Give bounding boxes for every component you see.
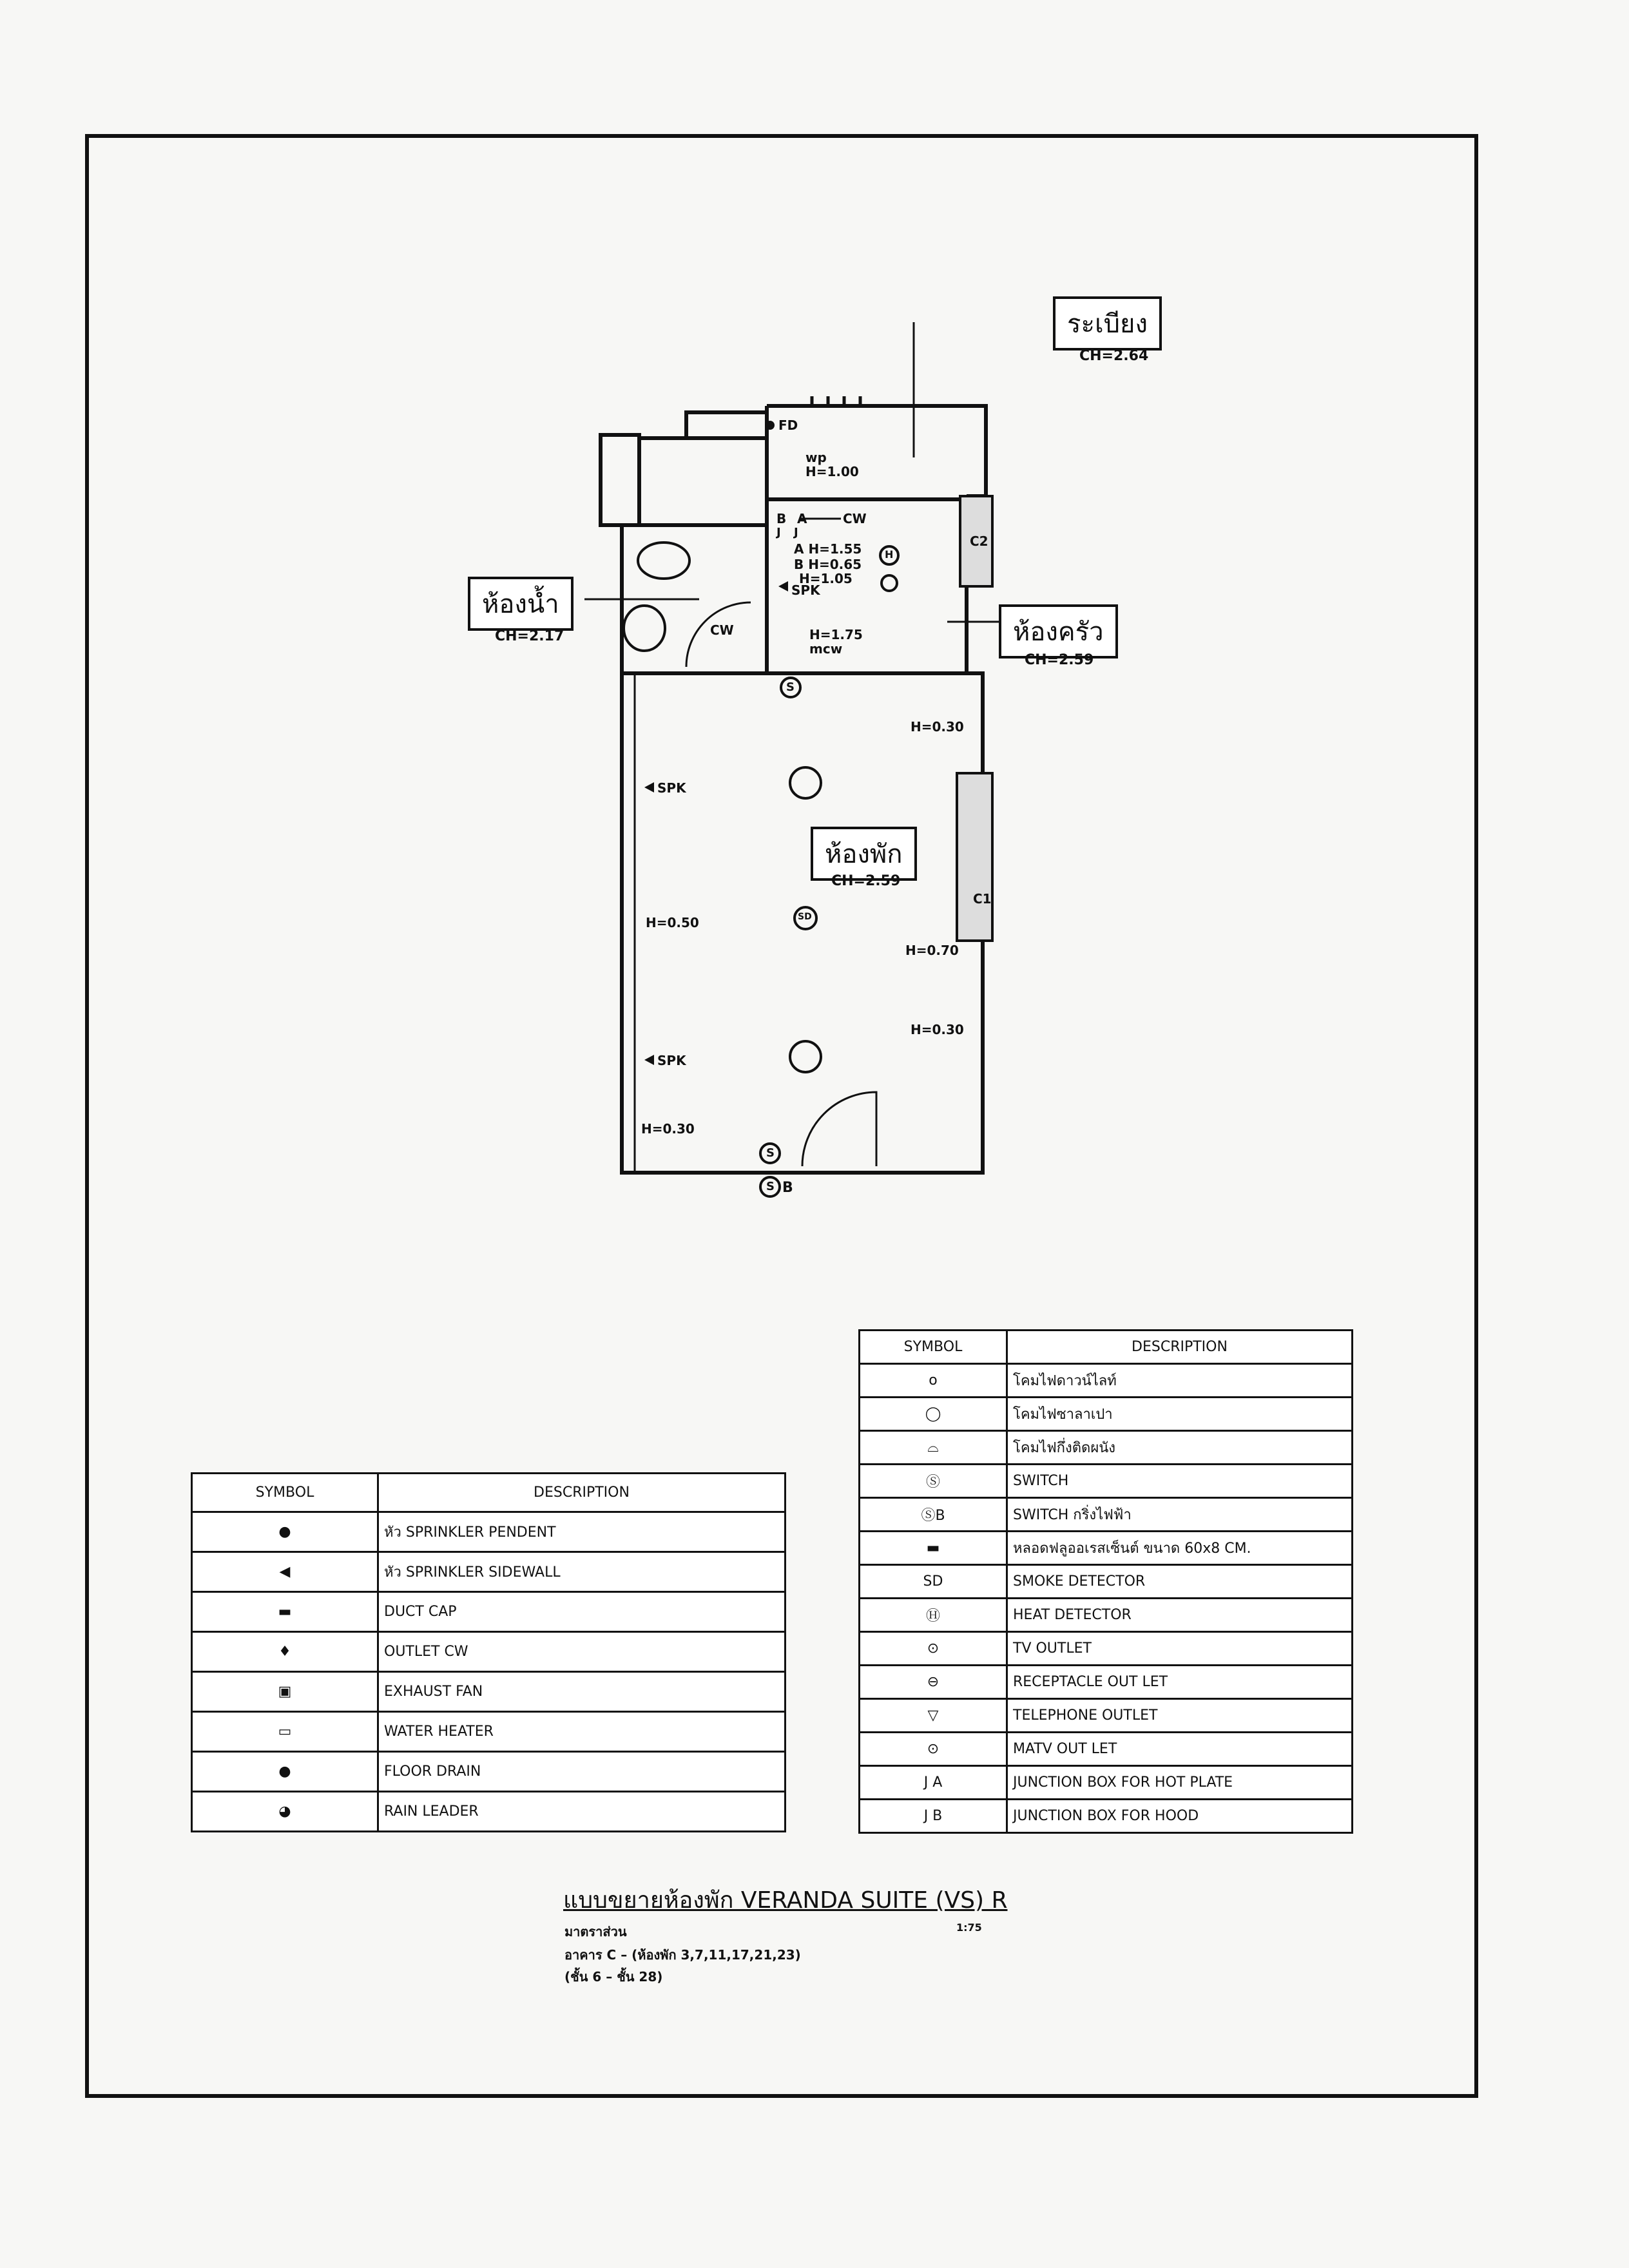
legend-right-row: RECEPTACLE OUT LET — [1007, 1666, 1353, 1699]
junction-a-label: A — [797, 511, 807, 526]
drawing-title: แบบขยายห้องพัก VERANDA SUITE (VS) R — [563, 1887, 1008, 1914]
switch-icon: Ⓢ — [860, 1465, 1007, 1498]
heat-detector-icon: Ⓗ — [860, 1599, 1007, 1632]
legend-right-row: โคมไฟซาลาเปา — [1007, 1398, 1353, 1431]
outlet-cw-icon: ♦ — [192, 1632, 378, 1672]
cw-label-2: CW — [710, 622, 734, 638]
smoke-detector-label: SD — [798, 912, 812, 922]
switch-label-entry: S — [766, 1146, 775, 1160]
switch-bell-b-label: B — [782, 1180, 793, 1196]
floor-drain-icon: ● — [192, 1752, 378, 1792]
sprinkler-sidewall-icon-3 — [778, 581, 788, 591]
column-c1 — [957, 773, 992, 941]
junction-box-a-icon: J A — [860, 1766, 1007, 1800]
legend-left-row: RAIN LEADER — [378, 1792, 786, 1832]
legend-left-row: หัว SPRINKLER PENDENT — [378, 1512, 786, 1552]
legend-left-description-header: DESCRIPTION — [378, 1474, 786, 1512]
outlet-height-label-1: H=0.30 — [911, 719, 964, 735]
legend-right-symbol-header: SYMBOL — [860, 1331, 1007, 1364]
sprinkler-sidewall-icon-1 — [644, 782, 654, 793]
legend-left-row: FLOOR DRAIN — [378, 1752, 786, 1792]
floor-range-caption: (ชั้น 6 – ชั้น 28) — [564, 1969, 663, 1984]
entry-door-arc — [802, 1092, 876, 1166]
receptacle-icon: ⊖ — [860, 1666, 1007, 1699]
legend-right-description-header: DESCRIPTION — [1007, 1331, 1353, 1364]
legend-table-right — [858, 1329, 1353, 1834]
height-105-label: H=1.05 — [799, 571, 853, 586]
rain-leader-icon: ◕ — [192, 1792, 378, 1832]
shaft-wall — [601, 435, 639, 525]
sprinkler-kitchen-label: SPK — [791, 582, 820, 598]
ceiling-lamp-icon-1 — [790, 767, 821, 798]
balcony-wall — [767, 406, 986, 496]
toilet-icon — [638, 543, 689, 579]
legend-right-row: SMOKE DETECTOR — [1007, 1565, 1353, 1599]
outlet-height-label-2: H=0.70 — [905, 943, 959, 958]
downlight-icon: o — [860, 1364, 1007, 1398]
building-caption: อาคาร C – (ห้องพัก 3,7,11,17,21,23) — [564, 1947, 801, 1963]
legend-left-row: OUTLET CW — [378, 1632, 786, 1672]
cw-label-1: CW — [843, 511, 867, 526]
telephone-outlet-icon: ▽ — [860, 1699, 1007, 1733]
legend-left-row: หัว SPRINKLER SIDEWALL — [378, 1552, 786, 1592]
ceiling-lamp-icon: ◯ — [860, 1398, 1007, 1431]
scale-caption: มาตราส่วน — [564, 1924, 627, 1939]
heat-detector-label: H — [885, 548, 894, 561]
sprinkler-label-2: SPK — [657, 1053, 686, 1068]
floor-drain-icon — [766, 421, 775, 430]
legend-right-row: โคมไฟกึ่งติดผนัง — [1007, 1431, 1353, 1465]
legend-left-row: EXHAUST FAN — [378, 1672, 786, 1712]
sprinkler-sidewall-icon: ◀ — [192, 1552, 378, 1592]
room-tag-bathroom: ห้องน้ำ — [468, 577, 574, 631]
outlet-height-label-5: H=0.30 — [641, 1121, 695, 1137]
floor-drain-label: FD — [778, 418, 798, 433]
legend-left-row: DUCT CAP — [378, 1592, 786, 1632]
shower-area-wall — [639, 438, 767, 525]
matv-outlet-icon: ⊙ — [860, 1733, 1007, 1766]
switch-bell-label: S — [766, 1180, 775, 1193]
wall-lamp-icon: ⌓ — [860, 1431, 1007, 1465]
ceiling-height-bathroom: CH=2.17 — [495, 628, 564, 644]
water-heater-icon: ▭ — [192, 1712, 378, 1752]
height-a-label: A H=1.55 — [794, 541, 862, 557]
legend-left-row: WATER HEATER — [378, 1712, 786, 1752]
height-b-label: B H=0.65 — [794, 557, 862, 572]
basin-icon — [624, 606, 665, 651]
sprinkler-pendent-icon: ● — [192, 1512, 378, 1552]
ceiling-height-balcony: CH=2.64 — [1079, 348, 1149, 364]
legend-right-row: HEAT DETECTOR — [1007, 1599, 1353, 1632]
mcw-label: mcw — [809, 641, 843, 657]
legend-right-row: SWITCH กริ่งไฟฟ้า — [1007, 1498, 1353, 1532]
room-tag-kitchen: ห้องครัว — [999, 604, 1118, 658]
sprinkler-label-1: SPK — [657, 780, 686, 796]
ceiling-height-kitchen: CH=2.59 — [1025, 652, 1094, 668]
junction-box-b-icon: J B — [860, 1800, 1007, 1833]
outlet-height-label-4: H=0.50 — [646, 915, 699, 930]
ceiling-height-bedroom: CH=2.59 — [831, 873, 901, 889]
fluorescent-icon: ▬ — [860, 1532, 1007, 1565]
legend-right-row: SWITCH — [1007, 1465, 1353, 1498]
legend-right-row: หลอดฟลูออเรสเซ็นต์ ขนาด 60x8 CM. — [1007, 1532, 1353, 1565]
duct-cap-icon: ▬ — [192, 1592, 378, 1632]
exhaust-fan-icon: ▣ — [192, 1672, 378, 1712]
sprinkler-sidewall-icon-2 — [644, 1055, 654, 1065]
legend-table-left — [191, 1472, 786, 1832]
switch-label-kitchen: S — [786, 680, 795, 694]
legend-right-row: JUNCTION BOX FOR HOOD — [1007, 1800, 1353, 1833]
wp-label: wp — [805, 450, 827, 465]
legend-right-row: MATV OUT LET — [1007, 1733, 1353, 1766]
shower-tray — [686, 412, 767, 438]
tv-outlet-icon: ⊙ — [860, 1632, 1007, 1666]
legend-right-row: JUNCTION BOX FOR HOT PLATE — [1007, 1766, 1353, 1800]
junction-box-b: J — [776, 526, 781, 539]
smoke-detector-icon: SD — [860, 1565, 1007, 1599]
height-175-label: H=1.75 — [809, 627, 863, 642]
switch-bell-icon: ⓈB — [860, 1498, 1007, 1532]
room-tag-balcony: ระเบียง — [1053, 296, 1162, 351]
column-c1-label: C1 — [973, 891, 992, 907]
scale-value: 1:75 — [956, 1921, 982, 1934]
legend-right-row: โคมไฟดาวน์ไลท์ — [1007, 1364, 1353, 1398]
wp-height-label: H=1.00 — [805, 464, 859, 479]
legend-right-row: TV OUTLET — [1007, 1632, 1353, 1666]
junction-b-label: B — [776, 511, 787, 526]
downlight-icon — [882, 575, 897, 591]
legend-right-row: TELEPHONE OUTLET — [1007, 1699, 1353, 1733]
legend-left-symbol-header: SYMBOL — [192, 1474, 378, 1512]
column-c2-label: C2 — [970, 533, 988, 549]
ceiling-lamp-icon-2 — [790, 1041, 821, 1072]
junction-box-a: J — [794, 526, 798, 539]
room-tag-bedroom: ห้องพัก — [811, 827, 917, 881]
outlet-height-label-3: H=0.30 — [911, 1022, 964, 1037]
